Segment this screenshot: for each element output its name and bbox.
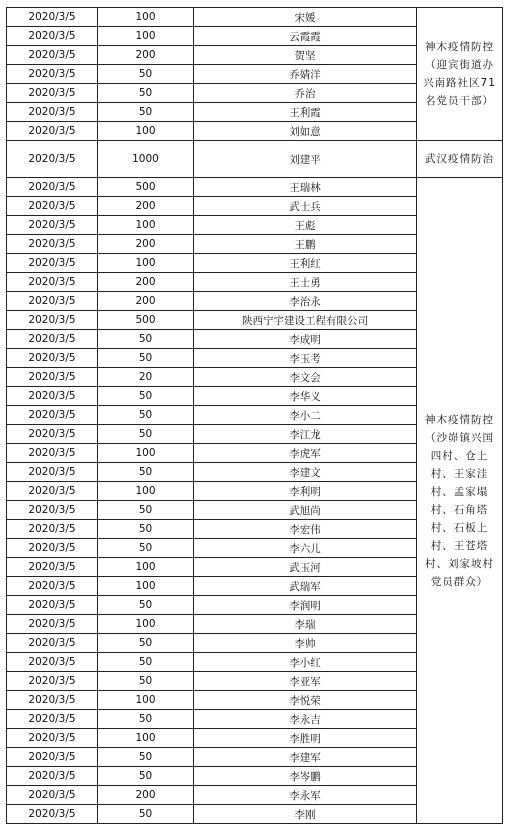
- date-cell: 2020/3/5: [7, 8, 98, 27]
- date-cell: 2020/3/5: [7, 634, 98, 653]
- amount-cell: 50: [98, 805, 194, 824]
- donor-name-cell: 李永军: [194, 786, 417, 805]
- amount-cell: 50: [98, 520, 194, 539]
- date-cell: 2020/3/5: [7, 216, 98, 235]
- date-cell: 2020/3/5: [7, 748, 98, 767]
- amount-cell: 50: [98, 103, 194, 122]
- donor-name-cell: 李悦荣: [194, 691, 417, 710]
- donor-name-cell: 王瑞林: [194, 178, 417, 197]
- date-cell: 2020/3/5: [7, 178, 98, 197]
- date-cell: 2020/3/5: [7, 786, 98, 805]
- date-cell: 2020/3/5: [7, 368, 98, 387]
- purpose-note-cell: 神木疫情防控（沙峁镇兴国四村、仓上村、王家洼村、孟家塌村、石角塔村、石板上村、王苍塔村、刘家坡村党员群众）: [417, 178, 503, 824]
- date-cell: 2020/3/5: [7, 615, 98, 634]
- date-cell: 2020/3/5: [7, 406, 98, 425]
- amount-cell: 50: [98, 596, 194, 615]
- date-cell: 2020/3/5: [7, 122, 98, 141]
- donor-name-cell: 李亚军: [194, 672, 417, 691]
- table-row: [7, 8, 503, 27]
- donor-name-cell: 宋媛: [194, 8, 417, 27]
- donor-name-cell: 李小红: [194, 653, 417, 672]
- donor-name-cell: 李润明: [194, 596, 417, 615]
- date-cell: 2020/3/5: [7, 273, 98, 292]
- amount-cell: 50: [98, 349, 194, 368]
- donor-name-cell: 陕西宁宇建设工程有限公司: [194, 311, 417, 330]
- donor-name-cell: 李帅: [194, 634, 417, 653]
- donor-name-cell: 李文会: [194, 368, 417, 387]
- amount-cell: 100: [98, 27, 194, 46]
- amount-cell: 100: [98, 577, 194, 596]
- amount-cell: 100: [98, 254, 194, 273]
- amount-cell: 50: [98, 634, 194, 653]
- donor-name-cell: 贺坚: [194, 46, 417, 65]
- donor-name-cell: 李瑞: [194, 615, 417, 634]
- amount-cell: 100: [98, 216, 194, 235]
- amount-cell: 200: [98, 46, 194, 65]
- donor-name-cell: 李利明: [194, 482, 417, 501]
- date-cell: 2020/3/5: [7, 596, 98, 615]
- amount-cell: 50: [98, 425, 194, 444]
- amount-cell: 200: [98, 786, 194, 805]
- date-cell: 2020/3/5: [7, 46, 98, 65]
- amount-cell: 50: [98, 767, 194, 786]
- date-cell: 2020/3/5: [7, 729, 98, 748]
- donor-name-cell: 王彪: [194, 216, 417, 235]
- date-cell: 2020/3/5: [7, 710, 98, 729]
- date-cell: 2020/3/5: [7, 235, 98, 254]
- amount-cell: 100: [98, 444, 194, 463]
- date-cell: 2020/3/5: [7, 349, 98, 368]
- date-cell: 2020/3/5: [7, 425, 98, 444]
- donor-name-cell: 李建文: [194, 463, 417, 482]
- table-row: [7, 178, 503, 197]
- donor-name-cell: 李永吉: [194, 710, 417, 729]
- date-cell: 2020/3/5: [7, 501, 98, 520]
- donor-name-cell: 李六儿: [194, 539, 417, 558]
- date-cell: 2020/3/5: [7, 292, 98, 311]
- date-cell: 2020/3/5: [7, 197, 98, 216]
- date-cell: 2020/3/5: [7, 539, 98, 558]
- donor-name-cell: 李华义: [194, 387, 417, 406]
- amount-cell: 20: [98, 368, 194, 387]
- amount-cell: 50: [98, 387, 194, 406]
- amount-cell: 50: [98, 653, 194, 672]
- donor-name-cell: 云霞霞: [194, 27, 417, 46]
- date-cell: 2020/3/5: [7, 805, 98, 824]
- date-cell: 2020/3/5: [7, 653, 98, 672]
- date-cell: 2020/3/5: [7, 558, 98, 577]
- donor-name-cell: 李岑鹏: [194, 767, 417, 786]
- amount-cell: 100: [98, 691, 194, 710]
- donor-name-cell: 李胜明: [194, 729, 417, 748]
- donor-name-cell: 刘建平: [194, 141, 417, 178]
- donor-name-cell: 李成明: [194, 330, 417, 349]
- date-cell: 2020/3/5: [7, 767, 98, 786]
- date-cell: 2020/3/5: [7, 330, 98, 349]
- donor-name-cell: 武瑞军: [194, 577, 417, 596]
- amount-cell: 50: [98, 748, 194, 767]
- amount-cell: 100: [98, 729, 194, 748]
- donor-name-cell: 李刚: [194, 805, 417, 824]
- amount-cell: 50: [98, 501, 194, 520]
- donor-name-cell: 李小二: [194, 406, 417, 425]
- donor-name-cell: 武士兵: [194, 197, 417, 216]
- donor-name-cell: 王士勇: [194, 273, 417, 292]
- date-cell: 2020/3/5: [7, 672, 98, 691]
- amount-cell: 100: [98, 8, 194, 27]
- amount-cell: 200: [98, 273, 194, 292]
- amount-cell: 50: [98, 330, 194, 349]
- amount-cell: 100: [98, 615, 194, 634]
- amount-cell: 200: [98, 292, 194, 311]
- donor-name-cell: 李治永: [194, 292, 417, 311]
- donor-name-cell: 乔治: [194, 84, 417, 103]
- amount-cell: 500: [98, 311, 194, 330]
- donor-name-cell: 李宏伟: [194, 520, 417, 539]
- donor-name-cell: 王利红: [194, 254, 417, 273]
- amount-cell: 50: [98, 65, 194, 84]
- amount-cell: 50: [98, 406, 194, 425]
- date-cell: 2020/3/5: [7, 311, 98, 330]
- amount-cell: 200: [98, 235, 194, 254]
- donation-table: [6, 7, 503, 824]
- date-cell: 2020/3/5: [7, 577, 98, 596]
- donor-name-cell: 武旭尚: [194, 501, 417, 520]
- purpose-note-cell: 武汉疫情防治: [417, 141, 503, 178]
- amount-cell: 50: [98, 539, 194, 558]
- amount-cell: 100: [98, 558, 194, 577]
- date-cell: 2020/3/5: [7, 444, 98, 463]
- date-cell: 2020/3/5: [7, 387, 98, 406]
- amount-cell: 50: [98, 672, 194, 691]
- date-cell: 2020/3/5: [7, 254, 98, 273]
- amount-cell: 50: [98, 710, 194, 729]
- amount-cell: 50: [98, 463, 194, 482]
- date-cell: 2020/3/5: [7, 520, 98, 539]
- amount-cell: 1000: [98, 141, 194, 178]
- date-cell: 2020/3/5: [7, 141, 98, 178]
- donor-name-cell: 李江龙: [194, 425, 417, 444]
- date-cell: 2020/3/5: [7, 27, 98, 46]
- amount-cell: 200: [98, 197, 194, 216]
- donor-name-cell: 乔婧洋: [194, 65, 417, 84]
- donor-name-cell: 王鹏: [194, 235, 417, 254]
- donor-name-cell: 李建军: [194, 748, 417, 767]
- date-cell: 2020/3/5: [7, 103, 98, 122]
- table-row: [7, 141, 503, 178]
- donor-name-cell: 王利霞: [194, 103, 417, 122]
- date-cell: 2020/3/5: [7, 691, 98, 710]
- donor-name-cell: 刘如意: [194, 122, 417, 141]
- donor-name-cell: 李玉考: [194, 349, 417, 368]
- amount-cell: 500: [98, 178, 194, 197]
- date-cell: 2020/3/5: [7, 65, 98, 84]
- date-cell: 2020/3/5: [7, 463, 98, 482]
- amount-cell: 100: [98, 482, 194, 501]
- donor-name-cell: 武玉河: [194, 558, 417, 577]
- date-cell: 2020/3/5: [7, 482, 98, 501]
- donor-name-cell: 李虎军: [194, 444, 417, 463]
- amount-cell: 50: [98, 84, 194, 103]
- purpose-note-cell: 神木疫情防控（迎宾街道办兴南路社区71名党员干部）: [417, 8, 503, 141]
- date-cell: 2020/3/5: [7, 84, 98, 103]
- amount-cell: 100: [98, 122, 194, 141]
